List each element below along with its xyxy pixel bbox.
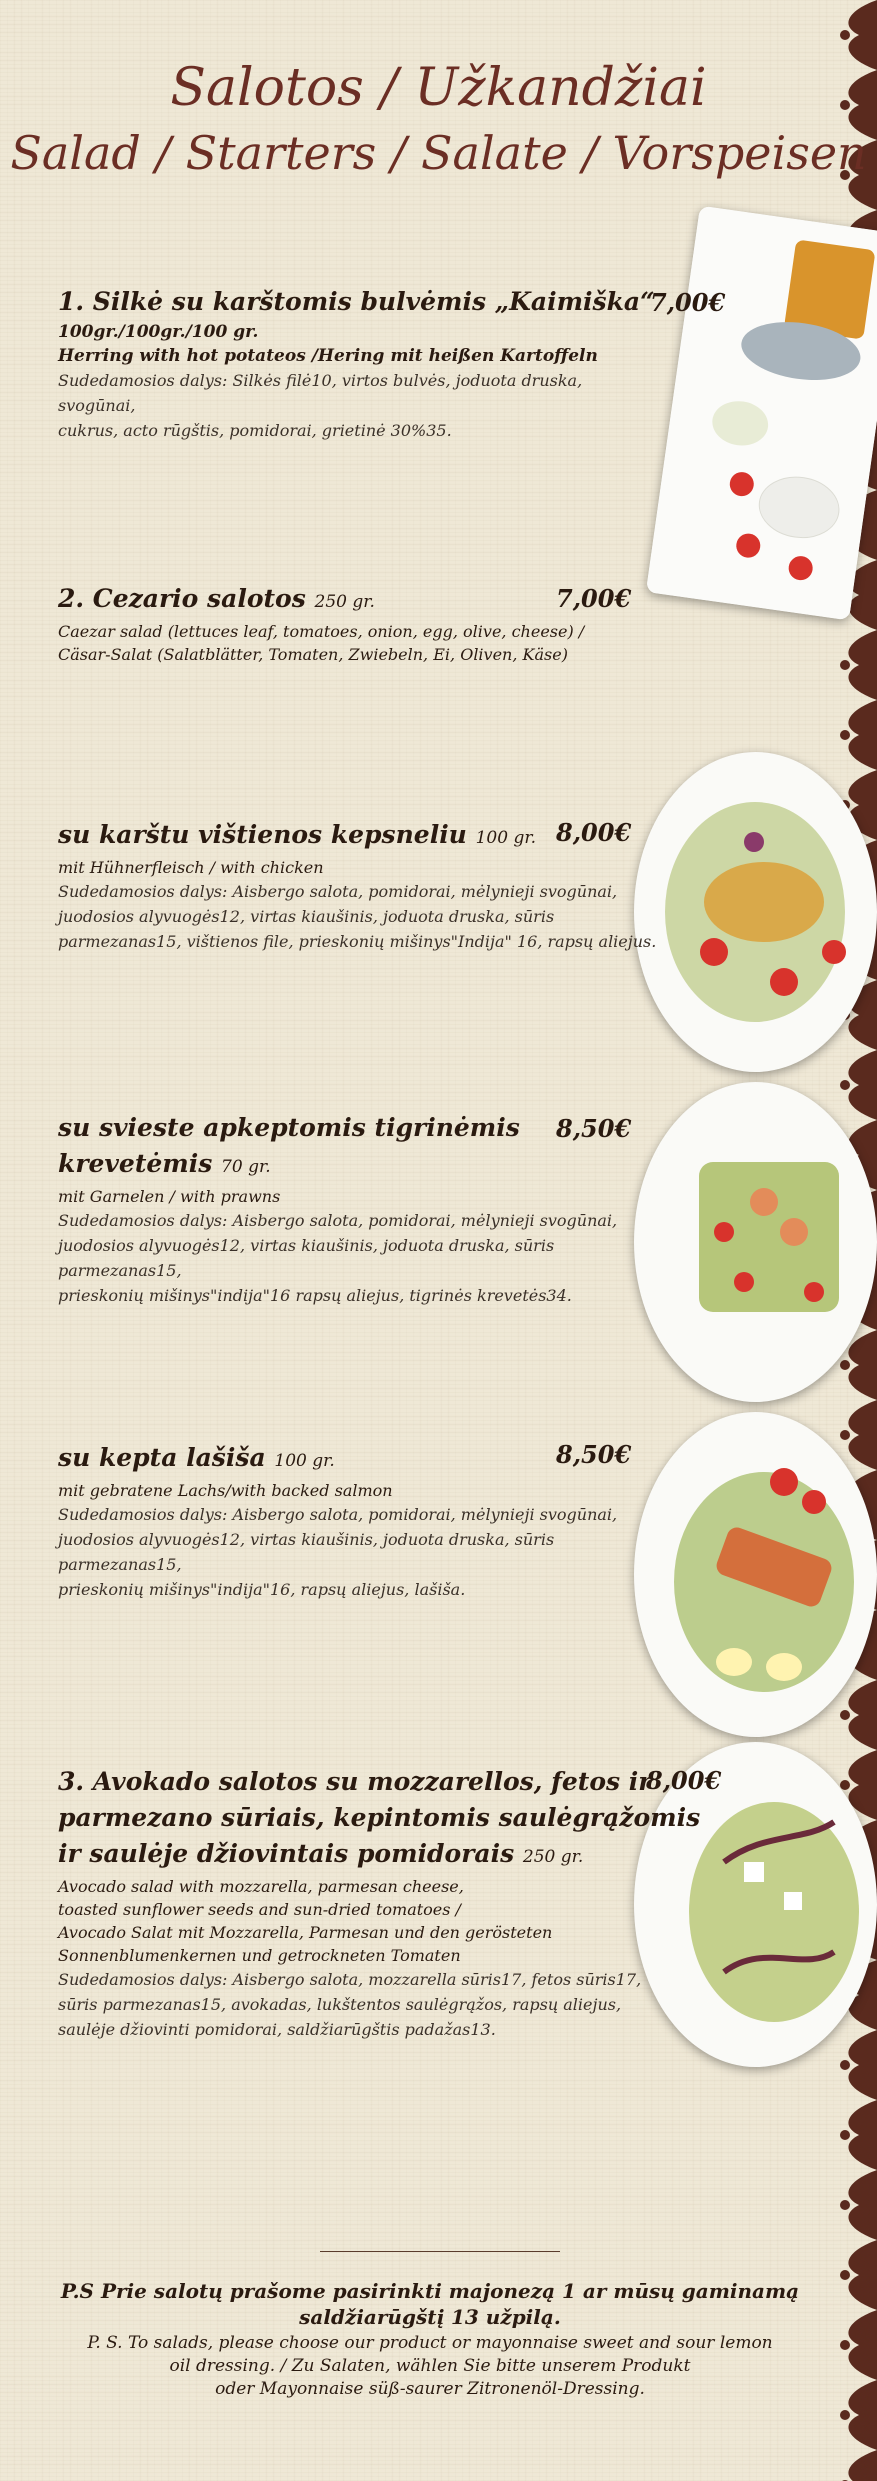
prawn-salad-image <box>634 1082 877 1402</box>
item-ingredients: cukrus, acto rūgštis, pomidorai, grietinė 30%35. <box>58 421 452 440</box>
item-translation: Sonnenblumenkernen und getrockneten Tomaten <box>58 1946 461 1965</box>
item-name: su svieste apkeptomis tigrinėmis <box>58 1113 520 1142</box>
item-ingredients: prieskonių mišinys"indija"16, rapsų aliejus, lašiša. <box>58 1580 466 1599</box>
footer-note-lt-line: P.S Prie salotų prašome pasirinkti majonezą 1 ar mūsų gaminamą <box>60 2279 800 2303</box>
item-ingredients: parmezanas15, vištienos file, prieskonių mišinys"Indija" 16, rapsų aliejus. <box>58 932 657 951</box>
item-price: 8,50€ <box>556 1440 632 1469</box>
salmon-salad-image <box>634 1412 877 1737</box>
item-ingredients: juodosios alyvuogės12, virtas kiaušinis, joduota druska, sūris <box>58 907 555 926</box>
item-price: 8,50€ <box>556 1114 632 1143</box>
item-name: 2. Cezario salotos <box>58 584 306 613</box>
item-weight: 250 gr. <box>314 592 375 612</box>
item-weight: 100 gr. <box>274 1451 335 1471</box>
item-name: su karštu vištienos kepsneliu <box>58 820 467 849</box>
item-price: 7,00€ <box>650 288 726 317</box>
item-weight: 70 gr. <box>221 1157 271 1177</box>
herring-plate-image <box>646 206 877 621</box>
item-translation: Avocado salad with mozzarella, parmesan cheese, <box>58 1877 464 1896</box>
item-weight: 100 gr. <box>475 828 536 848</box>
item-translation: Avocado Salat mit Mozzarella, Parmesan und den gerösteten <box>58 1923 553 1942</box>
item-translation: mit Hühnerfleisch / with chicken <box>58 858 324 877</box>
item-price: 7,00€ <box>556 584 632 613</box>
item-name: 3. Avokado salotos su mozzarellos, fetos ir <box>58 1767 652 1796</box>
item-name: su kepta lašiša <box>58 1443 266 1472</box>
item-ingredients: Sudedamosios dalys: Aisbergo salota, pomidorai, mėlynieji svogūnai, <box>58 882 618 901</box>
footer-note-en-line: P. S. To salads, please choose our product or mayonnaise sweet and sour lemon <box>87 2333 773 2353</box>
item-translation: toasted sunflower seeds and sun-dried tomatoes / <box>58 1900 461 1919</box>
item-weight: 250 gr. <box>522 1847 584 1867</box>
section-subtitle: Salad / Starters / Salate / Vorspeisen <box>10 126 867 180</box>
footer-note-lt-line: saldžiarūgštį 13 užpilą. <box>299 2305 561 2329</box>
item-name: 1. Silkė su karštomis bulvėmis „Kaimiška“ <box>58 287 655 316</box>
item-translation: mit gebratene Lachs/with backed salmon <box>58 1481 393 1500</box>
footer-note-en-line: oil dressing. / Zu Salaten, wählen Sie bitte unserem Produkt <box>169 2356 691 2376</box>
item-name: parmezano sūriais, kepintomis saulėgrąžomis <box>58 1803 701 1832</box>
chicken-salad-image <box>634 752 877 1072</box>
item-name: ir saulėje džiovintais pomidorais <box>58 1839 515 1868</box>
section-title: Salotos / Užkandžiai <box>170 58 707 118</box>
item-price: 8,00€ <box>556 818 632 847</box>
item-translation: mit Garnelen / with prawns <box>58 1187 281 1206</box>
item-name: krevetėmis <box>58 1149 213 1178</box>
footer-note-en <box>60 2332 800 2401</box>
item-translation: Cäsar-Salat (Salatblätter, Tomaten, Zwiebeln, Ei, Oliven, Käse) <box>58 645 568 664</box>
item-translation: Herring with hot potateos /Hering mit heißen Kartoffeln <box>58 346 598 366</box>
item-price: 8,00€ <box>646 1766 722 1795</box>
item-ingredients: Sudedamosios dalys: Aisbergo salota, pomidorai, mėlynieji svogūnai, <box>58 1211 618 1230</box>
item-ingredients: Sudedamosios dalys: Aisbergo salota, pomidorai, mėlynieji svogūnai, <box>58 1505 618 1524</box>
item-ingredients: Sudedamosios dalys: Silkės filė10, virtos bulvės, joduota druska, svogūnai, <box>58 371 583 415</box>
item-ingredients: juodosios alyvuogės12, virtas kiaušinis, joduota druska, sūris parmezanas15, <box>58 1236 555 1280</box>
menu-item-herring <box>58 284 658 443</box>
footer-note-lt <box>60 2278 800 2330</box>
item-translation: Caezar salad (lettuces leaf, tomatoes, onion, egg, olive, cheese) / <box>58 622 585 641</box>
divider <box>320 2251 560 2252</box>
footer-note-en-line: oder Mayonnaise süß-saurer Zitronenöl-Dressing. <box>215 2379 645 2399</box>
item-ingredients: juodosios alyvuogės12, virtas kiaušinis, joduota druska, sūris parmezanas15, <box>58 1530 555 1574</box>
item-ingredients: sūris parmezanas15, avokadas, lukštentos saulėgrąžos, rapsų aliejus, <box>58 1995 622 2014</box>
item-ingredients: prieskonių mišinys"indija"16 rapsų aliejus, tigrinės krevetės34. <box>58 1286 572 1305</box>
item-ingredients: Sudedamosios dalys: Aisbergo salota, mozzarella sūris17, fetos sūris17, <box>58 1970 642 1989</box>
item-weight: 100gr./100gr./100 gr. <box>58 322 259 342</box>
item-ingredients: saulėje džiovinti pomidorai, saldžiarūgštis padažas13. <box>58 2020 496 2039</box>
